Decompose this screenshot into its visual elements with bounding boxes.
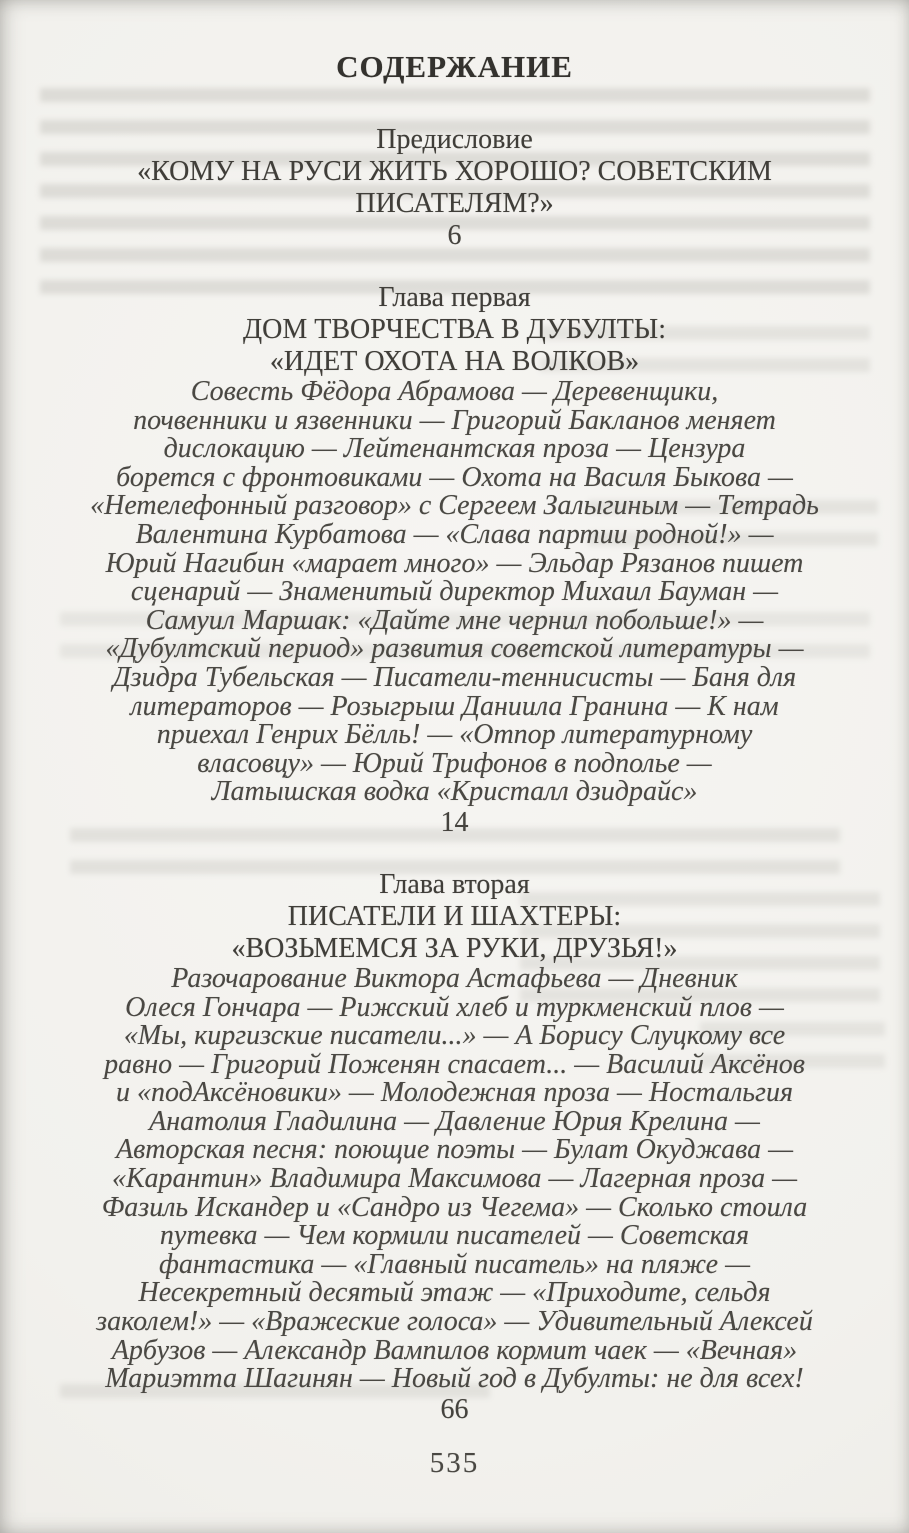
section-summary-line: Валентина Курбатова — «Слава партии родной!» — xyxy=(135,518,774,550)
section-page-ref: 6 xyxy=(447,220,462,251)
table-of-contents xyxy=(44,124,865,1426)
section-summary-line: равно — Григорий Поженян спасает... — Василий Аксёнов xyxy=(104,1048,805,1080)
section-label: Глава первая xyxy=(378,282,531,313)
section-summary-line: Разочарование Виктора Астафьева — Дневник xyxy=(171,962,738,994)
section-summary-line: Арбузов — Александр Вампилов кормит чаек — «Вечная» xyxy=(111,1334,798,1366)
section-summary-line: заколем!» — «Вражеские голоса» — Удивительный Алексей xyxy=(96,1306,813,1338)
section-summary-line: «Мы, киргизские писатели...» — А Борису Слуцкому все xyxy=(123,1020,786,1052)
section-summary-line: Мариэтта Шагинян — Новый год в Дубулты: не для всех! xyxy=(105,1363,804,1395)
section-title-line: ПИСАТЕЛИ И ШАХТЕРЫ: xyxy=(287,900,622,932)
section-title-line: «ВОЗЬМЕМСЯ ЗА РУКИ, ДРУЗЬЯ!» xyxy=(231,932,678,964)
section-summary-line: и «подАксёновики» — Молодежная проза — Ностальгия xyxy=(116,1077,793,1109)
section-summary-line: приехал Генрих Бёлль! — «Отпор литературному xyxy=(156,719,753,751)
section-page-ref: 66 xyxy=(440,1393,469,1425)
section-summary-line: Фазиль Искандер и «Сандро из Чегема» — Сколько стоила xyxy=(101,1191,808,1223)
section-summary-line: борется с фронтовиками — Охота на Василя Быкова — xyxy=(116,461,793,493)
section-label: Глава вторая xyxy=(379,868,530,900)
section-summary-line: Олеся Гончара — Рижский хлеб и туркменский плов — xyxy=(125,991,784,1023)
section-title-line: «КОМУ НА РУСИ ЖИТЬ ХОРОШО? СОВЕТСКИМ xyxy=(137,156,772,187)
section-summary-line: фантастика — «Главный писатель» на пляже — xyxy=(159,1248,750,1280)
section-label: Предисловие xyxy=(376,124,533,155)
section-title-line: ПИСАТЕЛЯМ?» xyxy=(355,188,554,219)
section-summary-line: власовцу» — Юрий Трифонов в подполье — xyxy=(197,747,712,779)
page-title: СОДЕРЖАНИЕ xyxy=(336,49,573,84)
section-summary-line: путевка — Чем кормили писателей — Советская xyxy=(159,1220,750,1252)
section-summary-line: Совесть Фёдора Абрамова — Деревенщики, xyxy=(190,376,719,407)
toc-section xyxy=(44,124,865,252)
section-summary-line: «Дубултский период» развития советской литературы — xyxy=(105,633,804,665)
section-summary-line: Дзидра Тубельская — Писатели-теннисисты — Баня для xyxy=(112,661,797,693)
section-summary-line: «Карантин» Владимира Максимова — Лагерная проза — xyxy=(111,1163,798,1195)
book-page-number: 535 xyxy=(429,1447,480,1479)
section-summary-line: Анатолия Гладилина — Давление Юрия Крелина — xyxy=(149,1105,760,1137)
section-title-line: «ИДЕТ ОХОТА НА ВОЛКОВ» xyxy=(269,346,640,377)
section-summary-line: почвенники и язвенники — Григорий Бакланов меняет xyxy=(133,404,776,436)
section-summary-line: Несекретный десятый этаж — «Приходите, сельдя xyxy=(138,1277,771,1309)
section-summary-line: сценарий — Знаменитый директор Михаил Бауман — xyxy=(130,576,779,608)
toc-section xyxy=(44,282,865,839)
section-page-ref: 14 xyxy=(440,806,469,838)
section-summary-line: дислокацию — Лейтенантская проза — Цензура xyxy=(163,433,746,465)
section-summary-line: Юрий Нагибин «марает много» — Эльдар Рязанов пишет xyxy=(105,547,804,579)
section-title-line: ДОМ ТВОРЧЕСТВА В ДУБУЛТЫ: xyxy=(243,314,666,345)
section-summary-line: литераторов — Розыгрыш Даниила Гранина — К нам xyxy=(130,690,779,722)
section-summary-line: Самуил Маршак: «Дайте мне чернил побольше!» — xyxy=(145,604,764,636)
section-summary-line: «Нетелефонный разговор» с Сергеем Залыгиным — Тетрадь xyxy=(90,490,819,522)
section-summary-line: Латышская водка «Кристалл дзидрайс» xyxy=(211,776,698,808)
toc-section xyxy=(44,869,865,1426)
section-summary-line: Авторская песня: поющие поэты — Булат Окуджава — xyxy=(115,1134,794,1166)
